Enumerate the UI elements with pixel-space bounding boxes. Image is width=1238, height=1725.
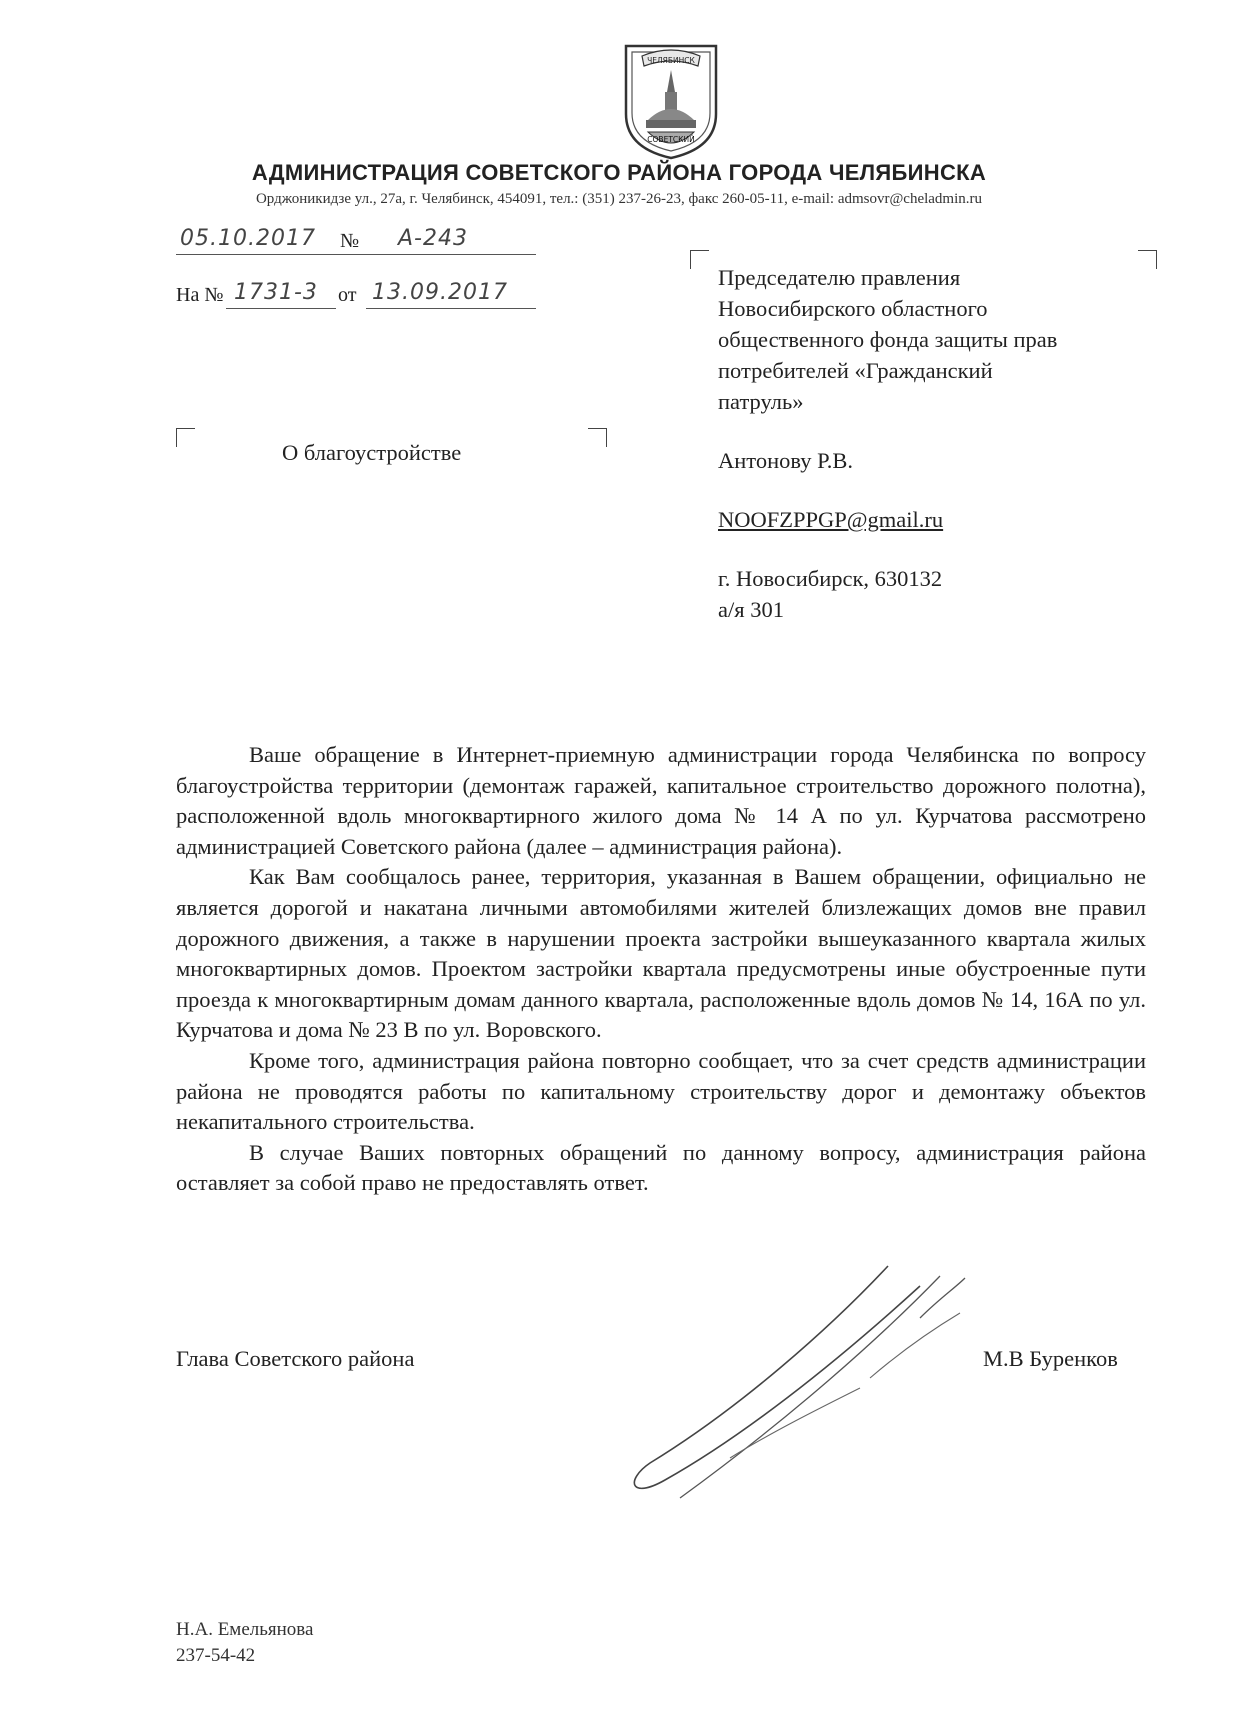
registration-line-1: [176, 222, 544, 256]
letter-date: 05.10.2017: [180, 226, 316, 251]
reply-date-underline: [366, 308, 536, 309]
crest-label-top: ЧЕЛЯБИНСК: [647, 56, 695, 65]
body-paragraph: В случае Ваших повторных обращений по данному вопросу, администрация района оставляет за собой право не предоставлять ответ.: [176, 1139, 1146, 1196]
coat-of-arms-icon: [618, 36, 724, 161]
registration-line-2: [176, 276, 544, 312]
recipient-line: Председателю правления: [718, 265, 961, 290]
letter-body: [176, 740, 1146, 1199]
recipient-name: Антонову Р.В.: [718, 448, 854, 473]
reply-number-underline: [226, 308, 336, 309]
body-paragraph: Кроме того, администрация района повторно сообщает, что за счет средств администрации района не проводятся работы по капитальному строительству дорог и демонтажу объектов некапитального строительства.: [176, 1047, 1146, 1135]
recipient-block: [718, 262, 1158, 625]
recipient-corner-left: [690, 250, 709, 269]
reply-date: 13.09.2017: [372, 280, 508, 305]
recipient-city: г. Новосибирск, 630132: [718, 566, 943, 591]
signatory-name: М.В Буренков: [983, 1346, 1118, 1371]
letter-number: А-243: [398, 226, 468, 251]
reply-label: На №: [176, 284, 224, 306]
recipient-line: общественного фонда защиты прав: [718, 327, 1058, 352]
reply-number: 1731-3: [234, 280, 318, 305]
recipient-line: потребителей «Гражданский: [718, 358, 993, 383]
recipient-line: патруль»: [718, 389, 804, 414]
number-label: №: [340, 230, 360, 252]
executor-phone: 237-54-42: [176, 1645, 256, 1666]
recipient-po-box: а/я 301: [718, 597, 784, 622]
subject-corner-left: [176, 428, 195, 447]
organization-title: АДМИНИСТРАЦИЯ СОВЕТСКОГО РАЙОНА ГОРОДА ЧЕЛЯБИНСКА: [251, 160, 987, 185]
body-paragraph: Ваше обращение в Интернет-приемную администрации города Челябинска по вопросу благоустройства территории (демонтаж гаражей, капитальное строительство дорожного полотна), расположенной вдоль многоквартирного жилого дома № 14 А по ул. Курчатова рассмотрено администрацией Советского района (далее – администрация района).: [176, 742, 1146, 859]
recipient-email-link[interactable]: NOOFZPPGP@gmail.ru: [718, 507, 944, 532]
body-paragraph: Как Вам сообщалось ранее, территория, указанная в Вашем обращении, официально не является дорогой и накатана личными автомобилями жителей близлежащих домов вне правил дорожного движения, а также в нарушении проекта застройки вышеуказанного квартала жилых многоквартирных домов. Проектом застройки квартала предусмотрены иные обустроенные пути проезда к многоквартирным домам данного квартала, расположенные вдоль домов № 14, 16А по ул. Курчатова и дома № 23 В по ул. Воровского.: [176, 864, 1146, 1043]
crest-label-bottom: СОВЕТСКИЙ: [647, 135, 695, 144]
recipient-line: Новосибирского областного: [718, 296, 988, 321]
letter-subject: О благоустройстве: [282, 440, 462, 465]
signatory-position: Глава Советского района: [176, 1346, 415, 1371]
executor-block: [176, 1617, 313, 1669]
registration-underline: [176, 254, 536, 255]
from-label: от: [338, 284, 357, 306]
subject-corner-right: [588, 428, 607, 447]
executor-name: Н.А. Емельянова: [176, 1619, 314, 1640]
handwritten-signature: [620, 1258, 990, 1518]
organization-address: Орджоникидзе ул., 27а, г. Челябинск, 454091, тел.: (351) 237-26-23, факс 260-05-11, e-mail: admsovr@cheladmin.ru: [255, 191, 983, 207]
